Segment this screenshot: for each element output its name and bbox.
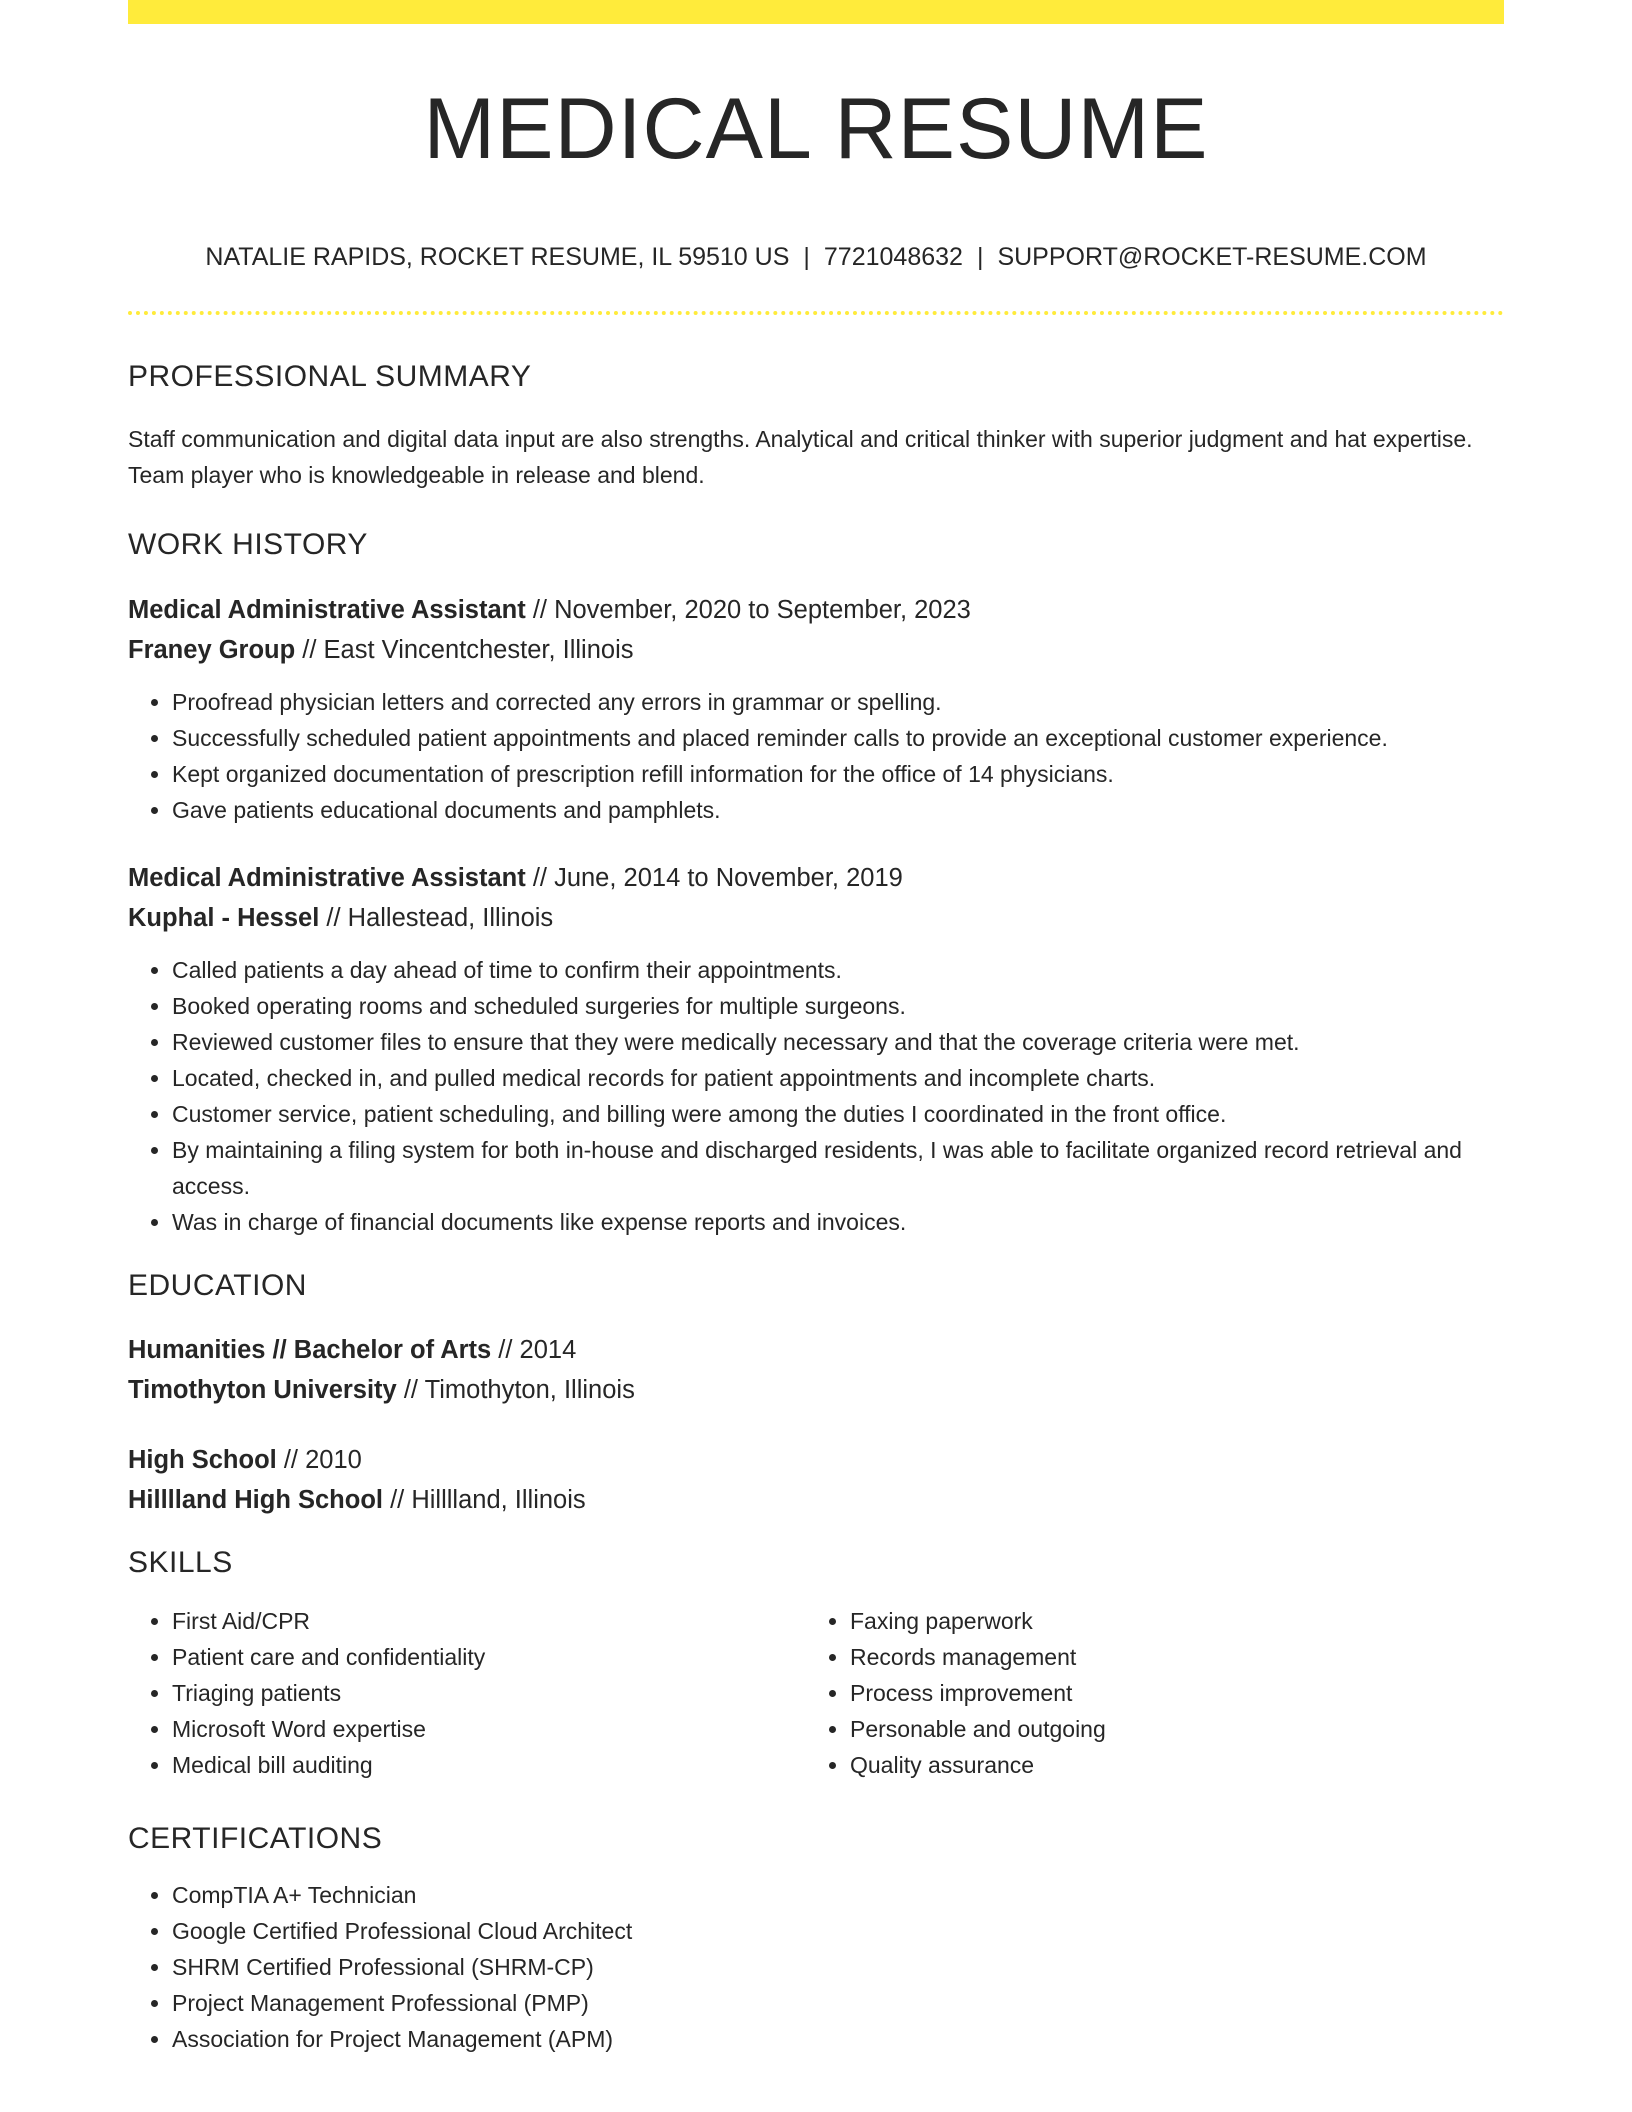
- contact-separator: |: [803, 243, 810, 271]
- job-duty: • Reviewed customer files to ensure that they were medically necessary and that the coverage criteria were met.: [172, 1024, 1504, 1060]
- summary-heading: PROFESSIONAL SUMMARY: [128, 360, 532, 393]
- job-duty: • Gave patients educational documents and pamphlets.: [172, 792, 1504, 828]
- summary-text: Staff communication and digital data input are also strengths. Analytical and critical thinker with superior judgment and hat expertise. Team player who is knowledgeable in release and blend.: [128, 426, 1473, 488]
- job-title-line: [128, 590, 1504, 630]
- degree: Humanities // Bachelor of Arts: [128, 1336, 492, 1364]
- skill-item: • Microsoft Word expertise: [172, 1711, 806, 1747]
- certification-item: • Project Management Professional (PMP): [172, 1985, 1504, 2021]
- skill-item: • Records management: [850, 1639, 1484, 1675]
- certification-item: • SHRM Certified Professional (SHRM-CP): [172, 1949, 1504, 1985]
- job-duty: • Booked operating rooms and scheduled surgeries for multiple surgeons.: [172, 988, 1504, 1024]
- graduation-year: // 2014: [491, 1336, 577, 1364]
- job-duty: • Called patients a day ahead of time to confirm their appointments.: [172, 952, 1504, 988]
- degree-line: [128, 1440, 1504, 1480]
- contact-email: SUPPORT@ROCKET-RESUME.COM: [997, 243, 1427, 271]
- school-line: [128, 1480, 1504, 1520]
- skill-item: • Quality assurance: [850, 1747, 1484, 1783]
- resume-title: MEDICAL RESUME: [423, 81, 1209, 177]
- education-entry: [128, 1330, 1504, 1410]
- skills-heading: SKILLS: [128, 1546, 233, 1579]
- job-entry: [128, 858, 1504, 1240]
- degree-line: [128, 1330, 1504, 1370]
- skill-item: • Patient care and confidentiality: [172, 1639, 806, 1675]
- job-company-line: [128, 630, 1504, 670]
- job-location: // East Vincentchester, Illinois: [295, 636, 634, 664]
- skills-list-right: [806, 1603, 1484, 1783]
- skill-item: • Process improvement: [850, 1675, 1484, 1711]
- skill-item: • Triaging patients: [172, 1675, 806, 1711]
- degree: High School: [128, 1446, 277, 1474]
- job-title: Medical Administrative Assistant: [128, 864, 526, 892]
- dotted-divider: [128, 311, 1504, 315]
- certifications-heading: CERTIFICATIONS: [128, 1822, 383, 1855]
- job-dates: // June, 2014 to November, 2019: [525, 864, 903, 892]
- job-dates: // November, 2020 to September, 2023: [525, 596, 971, 624]
- graduation-year: // 2010: [276, 1446, 362, 1474]
- certification-item: • CompTIA A+ Technician: [172, 1877, 1504, 1913]
- job-company: Kuphal - Hessel: [128, 904, 320, 932]
- certification-item: • Google Certified Professional Cloud Architect: [172, 1913, 1504, 1949]
- skill-item: • Faxing paperwork: [850, 1603, 1484, 1639]
- job-duty: • Located, checked in, and pulled medical records for patient appointments and incomplete charts.: [172, 1060, 1504, 1096]
- job-entry: [128, 590, 1504, 828]
- contact-line: [128, 242, 1504, 272]
- job-duty: • Customer service, patient scheduling, and billing were among the duties I coordinated in the front office.: [172, 1096, 1504, 1132]
- contact-phone: 7721048632: [823, 243, 963, 271]
- skills-list-left: [128, 1603, 806, 1783]
- skills-grid: [128, 1603, 1504, 1783]
- job-title-line: [128, 858, 1504, 898]
- job-duty: • Proofread physician letters and corrected any errors in grammar or spelling.: [172, 684, 1504, 720]
- job-location: // Hallestead, Illinois: [319, 904, 554, 932]
- school-location: // Hilllland, Illinois: [383, 1486, 586, 1514]
- job-company: Franey Group: [128, 636, 296, 664]
- school-line: [128, 1370, 1504, 1410]
- job-duties-list: [128, 952, 1504, 1240]
- certification-item: • Association for Project Management (APM): [172, 2021, 1504, 2057]
- contact-separator: |: [976, 243, 984, 271]
- job-duties-list: [128, 684, 1504, 828]
- job-duty: • Successfully scheduled patient appointments and placed reminder calls to provide an exceptional customer experience.: [172, 720, 1504, 756]
- contact-address: NATALIE RAPIDS, ROCKET RESUME, IL 59510 US: [205, 243, 790, 271]
- job-duty: • Was in charge of financial documents like expense reports and invoices.: [172, 1204, 1504, 1240]
- work-history-heading: WORK HISTORY: [128, 528, 368, 561]
- job-duty: • By maintaining a filing system for both in-house and discharged residents, I was able to facilitate organized record retrieval and access.: [172, 1132, 1504, 1204]
- school-name: Hilllland High School: [128, 1486, 383, 1514]
- job-title: Medical Administrative Assistant: [128, 596, 526, 624]
- school-location: // Timothyton, Illinois: [396, 1376, 635, 1404]
- job-company-line: [128, 898, 1504, 938]
- resume-content: [128, 24, 1504, 2057]
- education-heading: EDUCATION: [128, 1269, 307, 1302]
- skill-item: • Medical bill auditing: [172, 1747, 806, 1783]
- education-entry: [128, 1440, 1504, 1520]
- school-name: Timothyton University: [128, 1376, 397, 1404]
- certifications-list: [128, 1877, 1504, 2057]
- skill-item: • First Aid/CPR: [172, 1603, 806, 1639]
- job-duty: • Kept organized documentation of prescription refill information for the office of 14 physicians.: [172, 756, 1504, 792]
- skill-item: • Personable and outgoing: [850, 1711, 1484, 1747]
- accent-top-bar: [128, 0, 1504, 24]
